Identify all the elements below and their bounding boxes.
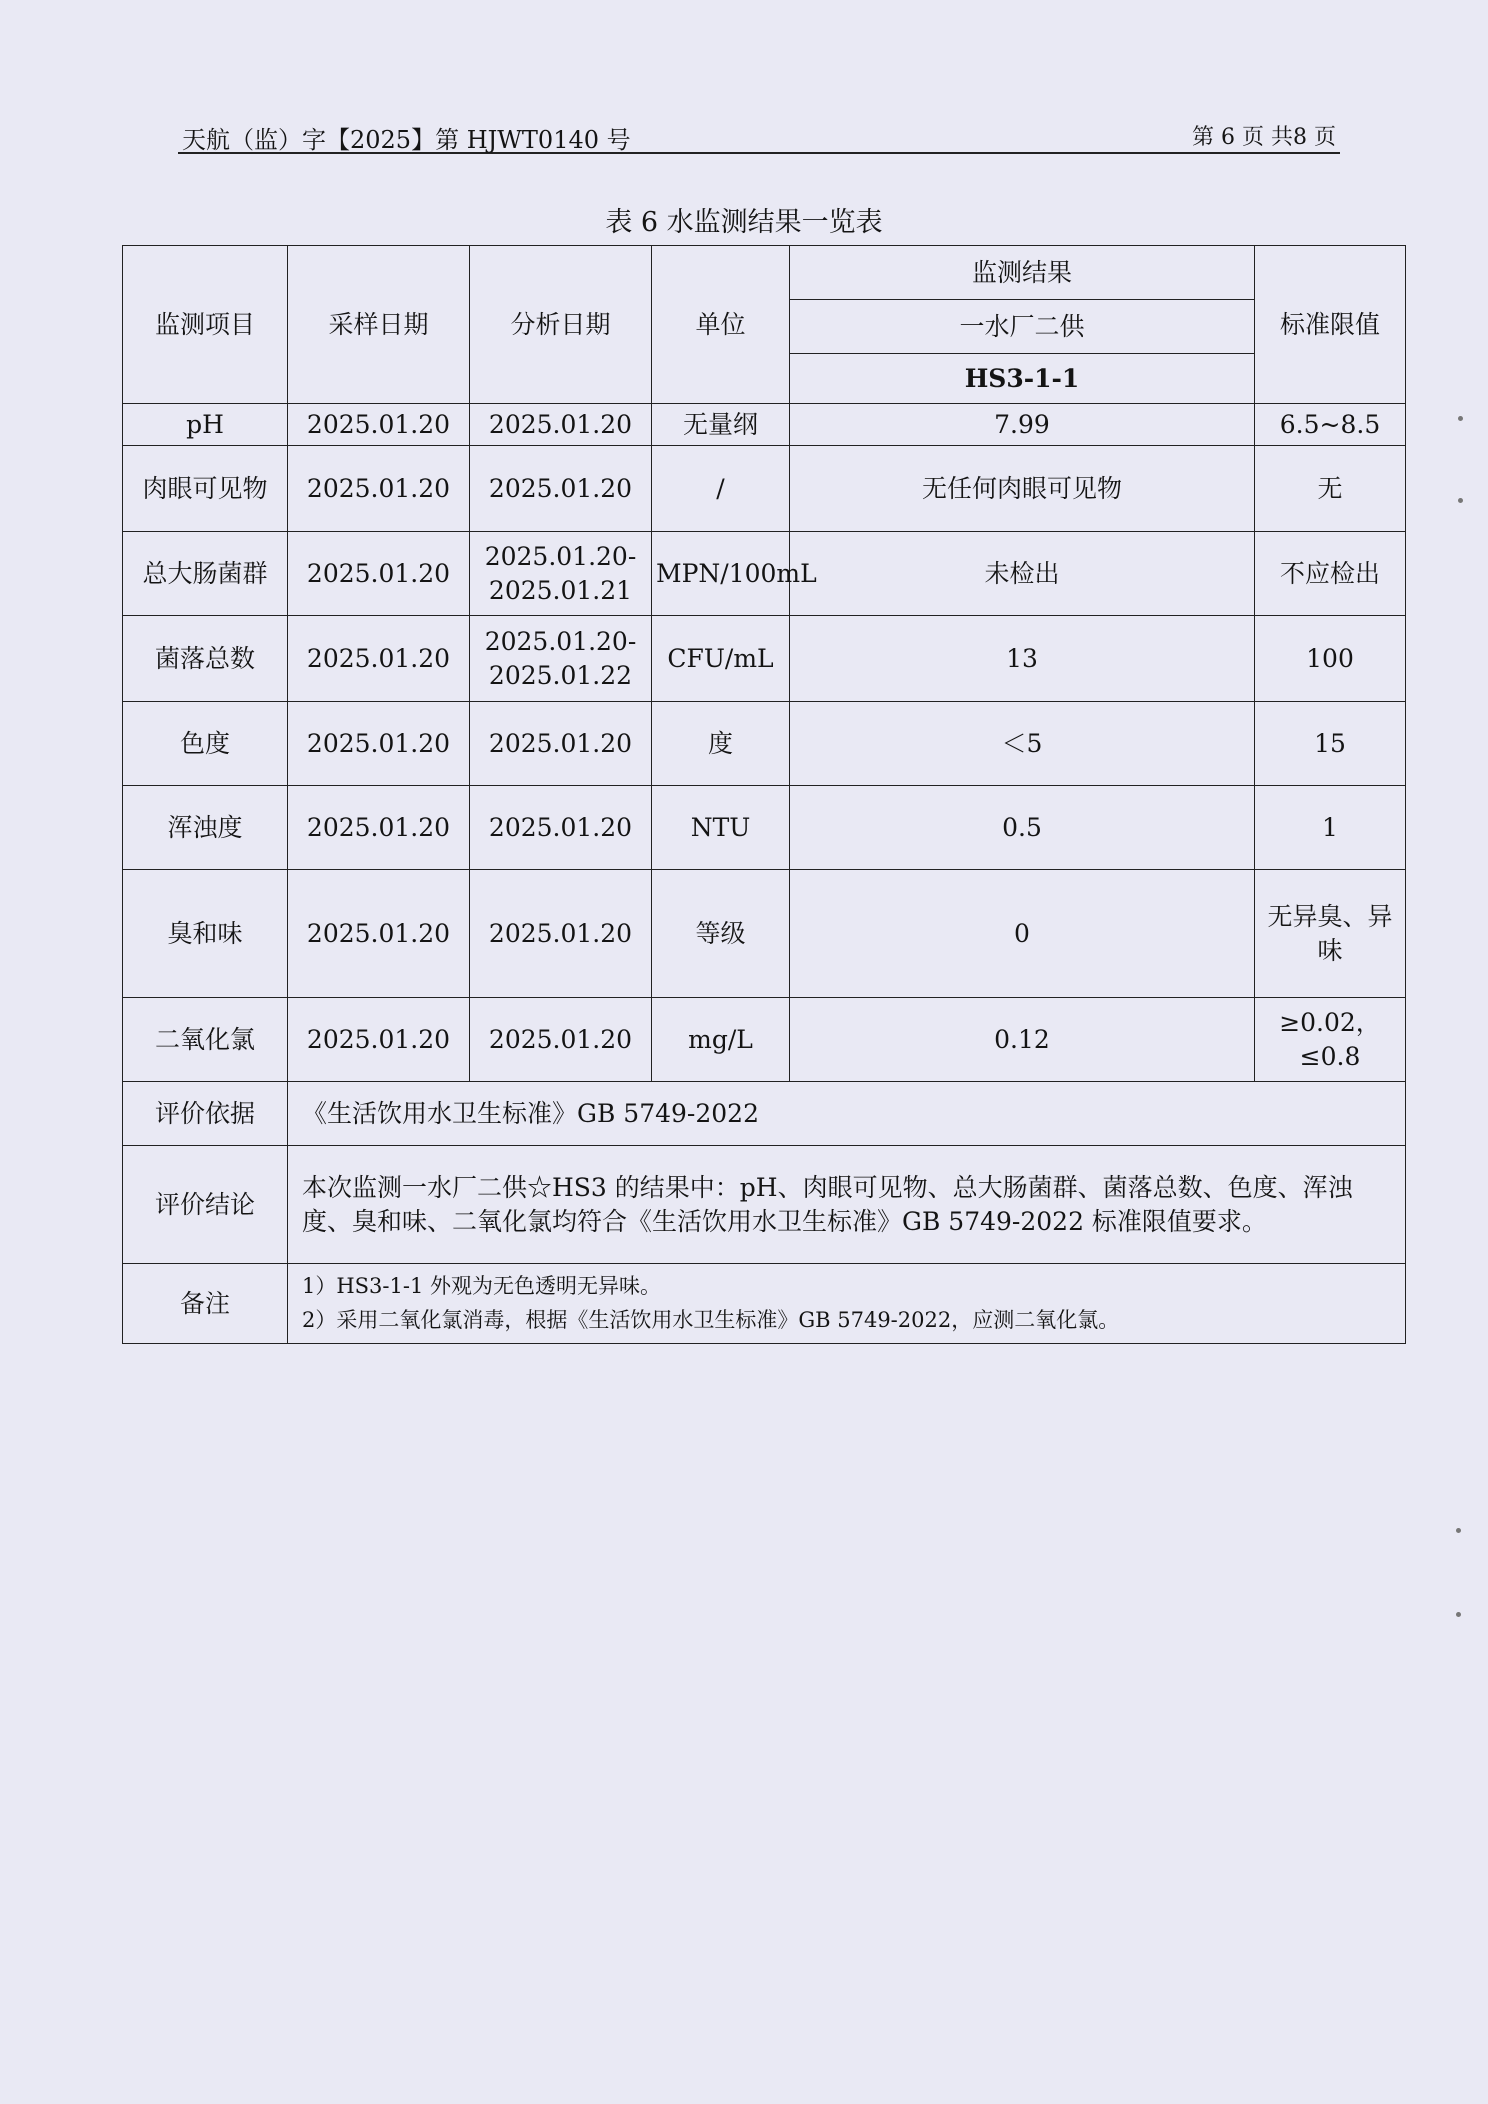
notes-row <box>123 1264 1406 1344</box>
conclusion-row <box>123 1146 1406 1264</box>
table-row <box>123 786 1406 870</box>
page-header <box>178 118 1340 154</box>
header-limit: 标准限值 <box>1255 246 1406 404</box>
cell-item: 浑浊度 <box>123 786 288 870</box>
cell-analysis-date: 2025.01.20-2025.01.22 <box>470 616 652 702</box>
table-row <box>123 998 1406 1082</box>
table-row <box>123 532 1406 616</box>
header-unit: 单位 <box>652 246 790 404</box>
conclusion-text: 本次监测一水厂二供☆HS3 的结果中：pH、肉眼可见物、总大肠菌群、菌落总数、色度、浑浊度、臭和味、二氧化氯均符合《生活饮用水卫生标准》GB 5749-2022 标准限值要求。 <box>288 1146 1406 1264</box>
cell-analysis-date: 2025.01.20-2025.01.21 <box>470 532 652 616</box>
cell-result: 13 <box>790 616 1255 702</box>
cell-item: 二氧化氯 <box>123 998 288 1082</box>
header-sample-date: 采样日期 <box>288 246 470 404</box>
table-row <box>123 702 1406 786</box>
cell-item: 菌落总数 <box>123 616 288 702</box>
conclusion-label: 评价结论 <box>123 1146 288 1264</box>
scan-speck <box>1458 416 1463 421</box>
cell-limit: 100 <box>1255 616 1406 702</box>
table-row <box>123 870 1406 998</box>
cell-result: 0.5 <box>790 786 1255 870</box>
cell-analysis-date: 2025.01.20 <box>470 702 652 786</box>
cell-item: 总大肠菌群 <box>123 532 288 616</box>
document-number: 天航（监）字【2025】第 HJWT0140 号 <box>182 126 631 154</box>
cell-item: 臭和味 <box>123 870 288 998</box>
cell-sample-date: 2025.01.20 <box>288 870 470 998</box>
note-line: 2）采用二氧化氯消毒，根据《生活饮用水卫生标准》GB 5749-2022，应测二氧化氯。 <box>302 1307 1120 1332</box>
header-analysis-date: 分析日期 <box>470 246 652 404</box>
cell-limit: ≥0.02，≤0.8 <box>1255 998 1406 1082</box>
cell-unit: MPN/100mL <box>652 532 790 616</box>
scan-speck <box>1458 498 1463 503</box>
page-number: 第 6 页 共8 页 <box>1192 125 1336 150</box>
table-row <box>123 446 1406 532</box>
cell-result: 0 <box>790 870 1255 998</box>
cell-limit: 无 <box>1255 446 1406 532</box>
cell-result: 未检出 <box>790 532 1255 616</box>
cell-analysis-date: 2025.01.20 <box>470 998 652 1082</box>
cell-sample-date: 2025.01.20 <box>288 446 470 532</box>
cell-sample-date: 2025.01.20 <box>288 532 470 616</box>
cell-result: ＜5 <box>790 702 1255 786</box>
cell-unit: 无量纲 <box>652 404 790 446</box>
header-sample-id: HS3-1-1 <box>790 354 1255 404</box>
cell-unit: 度 <box>652 702 790 786</box>
cell-unit: NTU <box>652 786 790 870</box>
scan-speck <box>1456 1612 1461 1617</box>
cell-analysis-date: 2025.01.20 <box>470 446 652 532</box>
header-site: 一水厂二供 <box>790 300 1255 354</box>
cell-sample-date: 2025.01.20 <box>288 998 470 1082</box>
header-item: 监测项目 <box>123 246 288 404</box>
cell-sample-date: 2025.01.20 <box>288 404 470 446</box>
cell-analysis-date: 2025.01.20 <box>470 786 652 870</box>
notes-cell <box>288 1264 1406 1344</box>
cell-limit: 15 <box>1255 702 1406 786</box>
cell-item: 色度 <box>123 702 288 786</box>
cell-limit: 不应检出 <box>1255 532 1406 616</box>
basis-label: 评价依据 <box>123 1082 288 1146</box>
results-table <box>122 245 1406 1344</box>
scan-speck <box>1456 1528 1461 1533</box>
cell-analysis-date: 2025.01.20 <box>470 404 652 446</box>
cell-item: pH <box>123 404 288 446</box>
cell-sample-date: 2025.01.20 <box>288 616 470 702</box>
cell-result: 7.99 <box>790 404 1255 446</box>
cell-analysis-date: 2025.01.20 <box>470 870 652 998</box>
cell-limit: 6.5~8.5 <box>1255 404 1406 446</box>
table-caption: 表 6 水监测结果一览表 <box>605 207 883 238</box>
cell-sample-date: 2025.01.20 <box>288 702 470 786</box>
cell-item: 肉眼可见物 <box>123 446 288 532</box>
cell-unit: CFU/mL <box>652 616 790 702</box>
cell-result: 无任何肉眼可见物 <box>790 446 1255 532</box>
header-row <box>123 246 1406 300</box>
notes-label: 备注 <box>123 1264 288 1344</box>
header-result: 监测结果 <box>790 246 1255 300</box>
basis-row <box>123 1082 1406 1146</box>
table-row <box>123 404 1406 446</box>
cell-limit: 无异臭、异味 <box>1255 870 1406 998</box>
cell-unit: / <box>652 446 790 532</box>
cell-sample-date: 2025.01.20 <box>288 786 470 870</box>
basis-text: 《生活饮用水卫生标准》GB 5749-2022 <box>288 1082 1406 1146</box>
cell-unit: 等级 <box>652 870 790 998</box>
table-row <box>123 616 1406 702</box>
cell-unit: mg/L <box>652 998 790 1082</box>
note-line: 1）HS3-1-1 外观为无色透明无异味。 <box>302 1273 662 1298</box>
cell-limit: 1 <box>1255 786 1406 870</box>
cell-result: 0.12 <box>790 998 1255 1082</box>
